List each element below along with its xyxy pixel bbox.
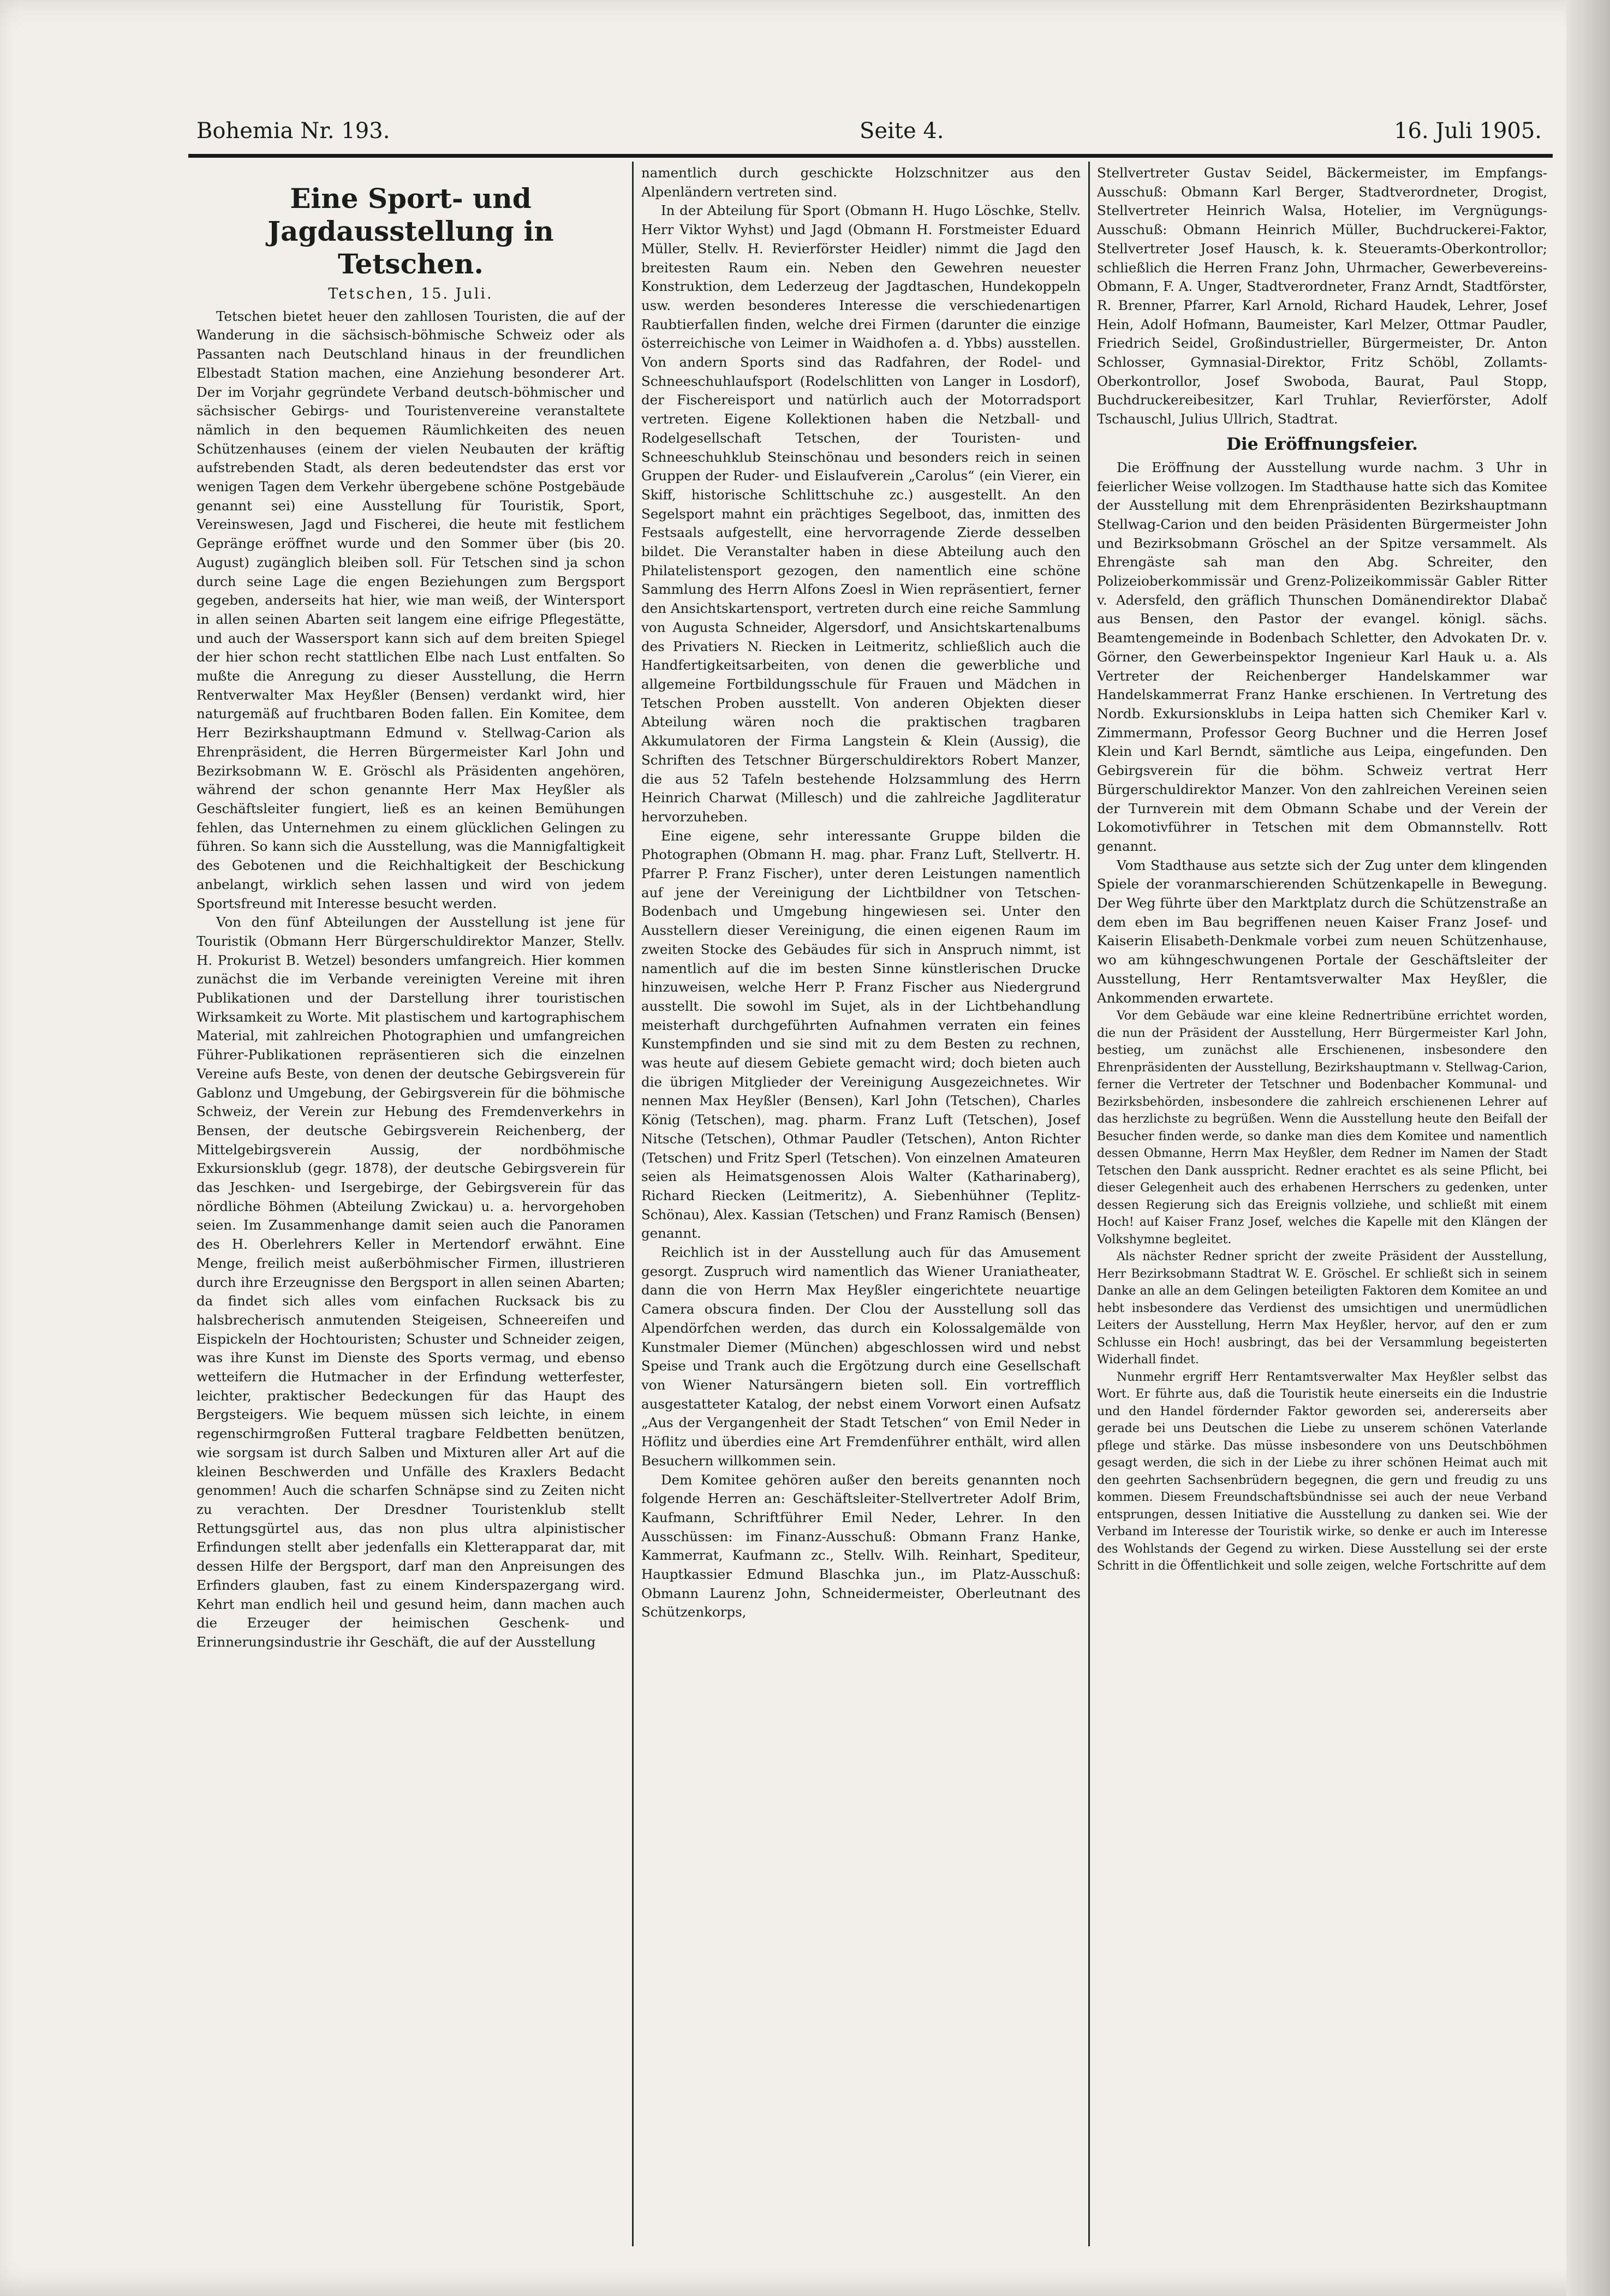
publication-issue: Bohemia Nr. 193. [196, 118, 390, 144]
paragraph: In der Abteilung für Sport (Obmann H. Hugo Löschke, Stellv. Herr Viktor Wyhst) und Jagd (Obmann H. Forstmeister Eduard Müller, Stellv. H. Revierförster Heidler) nimmt die Jagd den breitesten Raum ein. Neben den Gewehren neuester Konstruktion, dem Lederzeug der Jagdtaschen, Hundekoppeln usw. werden besonderes Interesse die verschiedenartigen Raubtierfallen finden, welche drei Firmen (darunter die einzige österreichische von Leimer in Waidhofen a. d. Ybbs) ausstellen. Von andern Sports sind das Radfahren, der Rodel- und Schneeschuhlaufsport (Rodelschlitten von Langer in Losdorf), der Fischereisport und natürlich auch der Motorradsport vertreten. Eigene Kollektionen haben die Netzball- und Rodelgesellschaft Tetschen, der Touristen- und Schneeschuhklub Steinschönau und besonders reich in seinen Gruppen der Ruder- und Eislaufverein „Carolus“ (ein Vierer, ein Skiff, historische Schlittschuhe zc.) ausgestellt. An den Segelsport mahnt ein prächtiges Segelboot, das, inmitten des Festsaals aufgestellt, eine hervorragende Zierde desselben bildet. Die Veranstalter haben in diese Abteilung auch den Philatelistensport gezogen, den namentlich eine schöne Sammlung des Herrn Alfons Zoesl in Wien repräsentiert, ferner den Ansichtskartensport, vertreten durch eine reiche Sammlung von Augusta Schneider, Algersdorf, und Ansichtskartenalbums des Privatiers N. Riecken in Leitmeritz, schließlich auch die Handfertigkeitsarbeiten, von denen die gewerbliche und allgemeine Fortbildungsschule für Frauen und Mädchen in Tetschen Proben ausstellt. Von anderen Objekten dieser Abteilung wären noch die praktischen tragbaren Akkumulatoren der Firma Langstein & Klein (Aussig), die Schriften des Tetschner Bürgerschuldirektors Robert Manzer, die aus 52 Tafeln bestehende Holzsammlung des Herrn Heinrich Charwat (Millesch) und die zahlreiche Jagdliteratur hervorzuheben. [641, 202, 1081, 825]
issue-date: 16. Juli 1905. [1394, 118, 1542, 144]
paragraph: namentlich durch geschickte Holzschnitzer aus den Alpenländern vertreten sind. [641, 165, 1081, 200]
paragraph: Reichlich ist in der Ausstellung auch für das Amusement gesorgt. Zuspruch wird namentlich das Wiener Uraniatheater, dann die von Herrn Max Heyßler eingerichtete neuartige Camera obscura finden. Der Clou der Ausstellung soll das Alpendörfchen werden, das durch ein Kolossalgemälde von Kunstmaler Diemer (München) abgeschlossen wird und nebst Speise und Trank auch die Ergötzung durch eine Gesellschaft von Wiener Natursängern bieten soll. Ein vortrefflich ausgestatteter Katalog, der nebst einem Vorwort einen Aufsatz „Aus der Vergangenheit der Stadt Tetschen“ von Emil Neder in Höflitz und überdies eine Art Fremdenführer enthält, wird allen Besuchern willkommen sein. [641, 1244, 1081, 1469]
column-1 [196, 164, 625, 2249]
column-divider-1 [632, 162, 634, 2246]
header-rule [188, 154, 1553, 158]
paragraph: Die Eröffnung der Ausstellung wurde nachm. 3 Uhr in feierlicher Weise vollzogen. Im Stadthause hatte sich das Komitee der Ausstellung mit dem Ehrenpräsidenten Bezirkshauptmann Stellwag-Carion und den beiden Präsidenten Bürgermeister John und Bezirksobmann Gröschel an der Spitze versammelt. Als Ehrengäste sah man den Abg. Schreiter, den Polizeioberkommissär und Grenz-Polizeikommissär Gabler Ritter v. Adersfeld, den gräflich Thunschen Domänendirektor Dlabač aus Bensen, den Pastor der evangel. königl. sächs. Beamtengemeinde in Bodenbach Schletter, den Advokaten Dr. v. Görner, den Gewerbeinspektor Ingenieur Karl Hauk u. a. Als Vertreter der Reichenberger Handelskammer war Handelskammerrat Franz Hanke erschienen. In Vertretung des Nordb. Exkursionsklubs in Leipa hatten sich Chemiker Karl v. Zimmermann, Professor Georg Buchner und die Herren Josef Klein und Karl Berndt, sämtliche aus Leipa, eingefunden. Den Gebirgsverein für die böhm. Schweiz vertrat Herr Bürgerschuldirektor Manzer. Von den zahlreichen Vereinen seien der Turnverein mit dem Obmann Schabe und der Verein der Lokomotivführer in Tetschen mit dem Obmannstellv. Rott genannt. [1097, 459, 1547, 854]
column-divider-2 [1088, 162, 1090, 2246]
dateline: Tetschen, 15. Juli. [328, 285, 493, 302]
paragraph: Vor dem Gebäude war eine kleine Rednertribüne errichtet worden, die nun der Präsident der Ausstellung, Herr Bürgermeister Karl John, bestieg, um zunächst alle Erschienenen, insbesondere den Ehrenpräsidenten der Ausstellung, Bezirkshauptmann v. Stellwag-Carion, ferner die Vertreter der Tetschner und Bodenbacher Kommunal- und Bezirksbehörden, insbesondere die zahlreich erschienenen Lehrer auf das herzlichste zu begrüßen. Wenn die Ausstellung heute den Beifall der Besucher finden werde, so danke man dies dem Komitee und namentlich dessen Obmanne, Herrn Max Heyßler, dem Redner im Namen der Stadt Tetschen den Dank ausspricht. Redner erachtet es als seine Pflicht, bei dieser Gelegenheit auch des erhabenen Herrschers zu gedenken, unter dessen Regierung sich das Ereignis vollziehe, und schließt mit einem Hoch! auf Kaiser Franz Josef, welches die Kapelle mit den Klängen der Volkshymne begleitet. [1097, 1009, 1547, 1247]
paragraph: Vom Stadthause aus setzte sich der Zug unter dem klingenden Spiele der voranmarschierenden Schützenkapelle in Bewegung. Der Weg führte über den Marktplatz durch die Schützenstraße an dem eben im Bau begriffenen neuen Kaiser Franz Josef- und Kaiserin Elisabeth-Denkmale vorbei zum neuen Schützenhause, wo am kühngeschwungenen Portale der Geschäftsleiter der Ausstellung, Herr Rentamtsverwalter Max Heyßler, die Ankommenden erwartete. [1097, 857, 1547, 1006]
column-2 [641, 164, 1081, 2249]
section-heading: Die Eröffnungsfeier. [1226, 434, 1418, 454]
paragraph: Nunmehr ergriff Herr Rentamtsverwalter Max Heyßler selbst das Wort. Er führte aus, daß die Touristik heute einerseits ein die Industrie und den Handel fördernder Faktor geworden sei, andererseits aber gerade bei uns Deutschen die Liebe zu unserem schönen Vaterlande pflege und stärke. Das müsse insbesondere von uns Deutschböhmen gesagt werden, die sich in der Liebe zu ihrer schönen Heimat auch mit den geehrten Sachsenbrüdern begegnen, die gern und freudig zu uns kommen. Diesem Freundschaftsbündnisse sei auch der neue Verband entsprungen, dessen Initiative die Ausstellung zu danken sei. Wie der Verband im Interesse der Touristik wirke, so denke er auch im Interesse des Wohlstands der Gegend zu wirken. Diese Ausstellung sei der erste Schritt in die Öffentlichkeit und solle zeigen, welche Fortschritte auf dem [1097, 1370, 1547, 1573]
paragraph: Von den fünf Abteilungen der Ausstellung ist jene für Touristik (Obmann Herr Bürgerschuldirektor Manzer, Stellv. H. Prokurist B. Wetzel) besonders umfangreich. Hier kommen zunächst die im Verbande vereinigten Vereine mit ihren Publikationen und der Darstellung ihrer touristischen Wirksamkeit zu Worte. Mit plastischem und kartographischem Material, mit zahlreichen Photographien und umfangreichen Führer-Publikationen repräsentieren sich die einzelnen Vereine aufs Beste, von denen der deutsche Gebirgsverein für Gablonz und Umgebung, der Gebirgsverein für die böhmische Schweiz, der Verein zur Hebung des Fremdenverkehrs in Bensen, der deutsche Gebirgsverein Reichenberg, der Mittelgebirgsverein Aussig, der nordböhmische Exkursionsklub (gegr. 1878), der deutsche Gebirgsverein für das Jeschken- und Isergebirge, der Gebirgsverein für das nördliche Böhmen (Abteilung Zwickau) u. a. hervorgehoben seien. Im Zusammenhange damit seien auch die Panoramen des H. Oberlehrers Keller in Mertendorf erwähnt. Eine Menge, freilich meist außerböhmischer Firmen, illustrieren durch ihre Erzeugnisse den Bergsport in allen seinen Abarten; da findet sich alles vom einfachen Rucksack bis zu halsbrecherisch anmutenden Steigeisen, Schneereifen und Eispickeln der Hochtouristen; Schuster und Schneider zeigen, was ihre Kunst im Dienste des Sports vermag, und ebenso wetteifern die Hutmacher in der Erfindung wetterfester, leichter, praktischer Bedeckungen für das Haupt des Bergsteigers. Wie bequem müssen sich leichte, in einem regenschirmgroßen Futteral tragbare Feldbetten benützen, wie sorgsam ist durch Salben und Mixturen aller Art auf die kleinen Beschwerden und Unfälle des Kraxlers Bedacht genommen! Auch die scharfen Schnäpse sind zu Zeiten nicht zu verachten. Der Dresdner Touristenklub stellt Rettungsgürtel aus, das non plus ultra alpinistischer Erfindungen stellt aber jedenfalls ein Kletterapparat dar, mit dessen Hilfe der Bergsport, darf man den Anpreisungen des Erfinders glauben, fast zu einem Kinderspazergang wird. Kehrt man endlich heil und gesund heim, dann machen auch die Erzeuger der heimischen Geschenk- und Erinnerungsindustrie ihr Geschäft, die auf der Ausstellung [196, 914, 625, 1650]
column-3 [1097, 164, 1547, 2249]
page-number: Seite 4. [860, 118, 944, 144]
paragraph: Eine eigene, sehr interessante Gruppe bilden die Photographen (Obmann H. mag. phar. Franz Luft, Stellvertr. H. Pfarrer P. Franz Fischer), unter deren Leistungen namentlich auf jene der Vereinigung der Lichtbildner von Tetschen-Bodenbach und Umgebung hingewiesen sei. Unter den Ausstellern dieser Vereinigung, die einen eigenen Raum im zweiten Stocke des Gebäudes für sich in Anspruch nimmt, ist namentlich auf die im besten Sinne künstlerischen Drucke hinzuweisen, welche Herr P. Franz Fischer aus Niedergrund ausstellt. Die sowohl im Sujet, als in der Lichtbehandlung meisterhaft durchgeführten Aufnahmen verraten ein feines Kunstempfinden und sie sind mit zu dem Besten zu rechnen, was heute auf diesem Gebiete gemacht wird; doch bieten auch die übrigen Mitglieder der Vereinigung Ausgezeichnetes. Wir nennen Max Heyßler (Bensen), Karl John (Tetschen), Charles König (Tetschen), mag. pharm. Franz Luft (Tetschen), Josef Nitsche (Tetschen), Othmar Paudler (Tetschen), Anton Richter (Tetschen) und Fritz Sperl (Tetschen). Von einzelnen Amateuren seien als Heimatsgenossen Alois Walter (Katharinaberg), Richard Riecken (Leitmeritz), A. Siebenhühner (Teplitz-Schönau), Alex. Kassian (Tetschen) und Franz Ramisch (Bensen) genannt. [641, 827, 1081, 1242]
page-header [196, 112, 1542, 150]
article-title: Eine Sport- und Jagdausstellung in Tetschen. [267, 182, 554, 280]
paragraph: Tetschen bietet heuer den zahllosen Touristen, die auf der Wanderung in die sächsisch-böhmische Schweiz oder als Passanten nach Deutschland hinaus in der freundlichen Elbestadt Station machen, eine Anziehung besonderer Art. Der im Vorjahr gegründete Verband deutsch-böhmischer und sächsischer Gebirgs- und Touristenvereine veranstaltete nämlich in den bequemen Räumlichkeiten des neuen Schützenhauses (einem der vielen Neubauten der kräftig aufstrebenden Stadt, als deren bedeutendster das erst vor wenigen Tagen dem Verkehr übergebene schöne Postgebäude genannt sei) eine Ausstellung für Touristik, Sport, Vereinswesen, Jagd und Fischerei, die heute mit festlichem Gepränge eröffnet wurde und den Sommer über (bis 20. August) zugänglich bleiben soll. Für Tetschen sind ja schon durch seine Lage die engen Beziehungen zum Bergsport gegeben, anderseits hat hier, wie man weiß, der Wintersport in allen seinen Abarten seit langem eine eifrige Pflegestätte, und auch der Wassersport kann sich auf dem breiten Spiegel der hier schon recht stattlichen Elbe nach Lust entfalten. So mußte die Anregung zu dieser Ausstellung, die Herrn Rentverwalter Max Heyßler (Bensen) verdankt wird, hier naturgemäß auf fruchtbaren Boden fallen. Ein Komitee, dem Herr Bezirkshauptmann Edmund v. Stellwag-Carion als Ehrenpräsident, die Herren Bürgermeister Karl John und Bezirksobmann W. E. Gröschl als Präsidenten angehören, während der schon genannte Herr Max Heyßler als Geschäftsleiter fungiert, ließ es an keinen Bemühungen fehlen, das Unternehmen zu einem glücklichen Gelingen zu führen. So kann sich die Ausstellung, was die Mannigfaltigkeit des Gebotenen und die Reichhaltigkeit der Beschickung anbelangt, wirklich sehen lassen und wird von jedem Sportsfreund mit Interesse besucht werden. [196, 308, 625, 911]
page-edge-shadow [1566, 0, 1610, 2296]
paragraph: Dem Komitee gehören außer den bereits genannten noch folgende Herren an: Geschäftsleiter-Stellvertreter Adolf Brim, Kaufmann, Schriftführer Emil Neder, Lehrer. In den Ausschüssen: im Finanz-Ausschuß: Obmann Franz Hanke, Kammerrat, Kaufmann zc., Stellv. Wilh. Reinhart, Spediteur, Hauptkassier Edmund Blaschka jun., im Platz-Ausschuß: Obmann Laurenz John, Schneidermeister, Oberleutnant des Schützenkorps, [641, 1471, 1081, 1620]
paragraph: Als nächster Redner spricht der zweite Präsident der Ausstellung, Herr Bezirksobmann Stadtrat W. E. Gröschel. Er schließt sich in seinem Danke an alle an dem Gelingen beteiligten Faktoren dem Komitee an und hebt insbesondere das Verdienst des umsichtigen und unermüdlichen Leiters der Ausstellung, Herrn Max Heyßler, hervor, auf den er zum Schlusse ein Hoch! ausbringt, das bei der Versammlung begeisterten Widerhall findet. [1097, 1250, 1547, 1367]
paragraph: Stellvertreter Gustav Seidel, Bäckermeister, im Empfangs-Ausschuß: Obmann Karl Berger, Stadtverordneter, Drogist, Stellvertreter Heinrich Walsa, Hotelier, im Vergnügungs-Ausschuß: Obmann Heinrich Müller, Buchdruckerei-Faktor, Stellvertreter Josef Hausch, k. k. Steueramts-Oberkontrollor; schließlich die Herren Franz John, Uhrmacher, Gewerbevereins-Obmann, F. A. Unger, Stadtverordneter, Franz Arndt, Stadtförster, R. Brenner, Pfarrer, Karl Arnold, Richard Haudek, Lehrer, Josef Hein, Adolf Hofmann, Baumeister, Karl Melzer, Ottmar Paudler, Friedrich Seidel, Großindustrieller, Bürgermeister, Dr. Anton Schlosser, Gymnasial-Direktor, Fritz Schöbl, Zollamts-Oberkontrollor, Josef Swoboda, Baurat, Paul Stopp, Buchdruckereibesitzer, Karl Truhlar, Revierförster, Adolf Tschauschl, Julius Ullrich, Stadtrat. [1097, 165, 1547, 427]
